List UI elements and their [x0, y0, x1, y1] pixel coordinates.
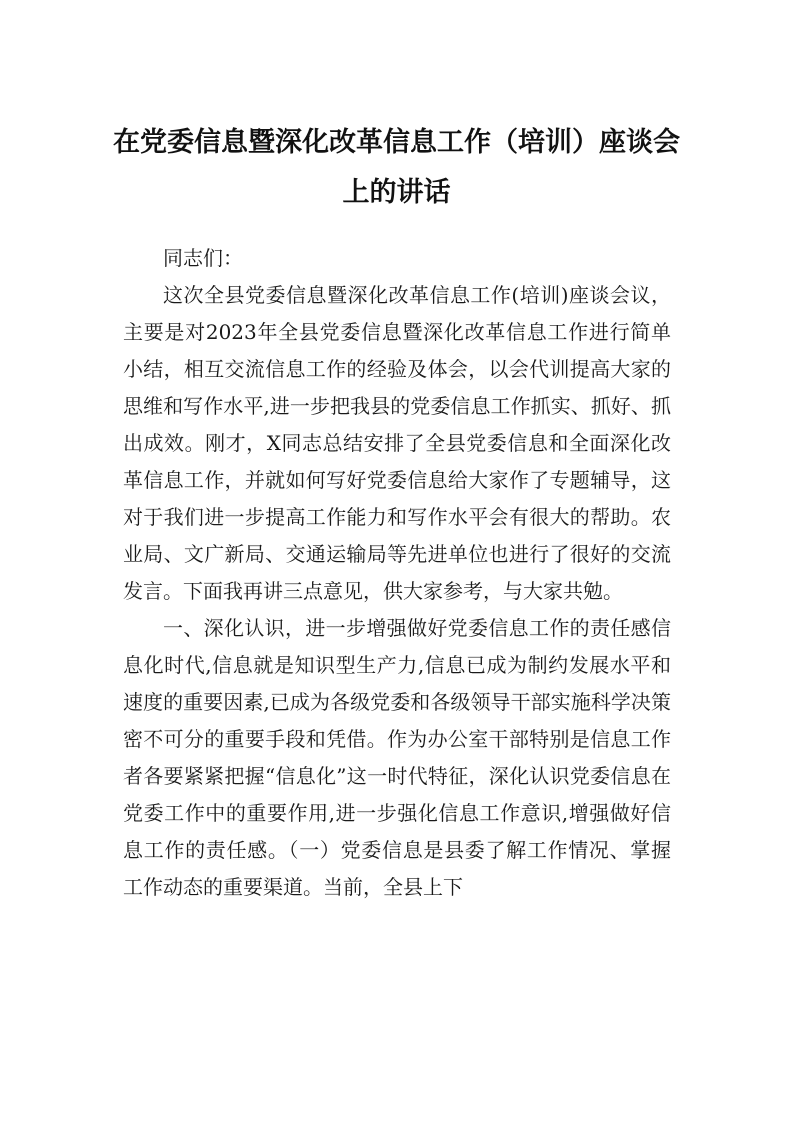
document-title: 在党委信息暨深化改革信息工作（培训）座谈会上的讲话 [113, 127, 680, 208]
salutation: 同志们： [163, 246, 243, 270]
document-body [123, 240, 671, 906]
paragraph-section-one: 一、深化认识，进一步增强做好党委信息工作的责任感信息化时代,信息就是知识型生产力,信息已成为制约发展水平和速度的重要因素,已成为各级党委和各级领导干部实施科学决策密不可分的重要手段和凭借。作为办公室干部特别是信息工作者各要紧紧把握“信息化”这一时代特征，深化认识党委信息在党委工作中的重要作用,进一步强化信息工作意识,增强做好信息工作的责任感。（一）党委信息是县委了解工作情况、掌握工作动态的重要渠道。当前，全县上下 [123, 616, 671, 899]
paragraph-intro: 这次全县党委信息暨深化改革信息工作(培训)座谈会议，主要是对2023年全县党委信息暨深化改革信息工作进行简单小结，相互交流信息工作的经验及体会，以会代训提高大家的思维和写作水平,进一步把我县的党委信息工作抓实、抓好、抓出成效。刚才，X同志总结安排了全县党委信息和全面深化改革信息工作，并就如何写好党委信息给大家作了专题辅导，这对于我们进一步提高工作能力和写作水平会有很大的帮助。农业局、文广新局、交通运输局等先进单位也进行了很好的交流发言。下面我再讲三点意见，供大家参考，与大家共勉。 [123, 283, 671, 603]
